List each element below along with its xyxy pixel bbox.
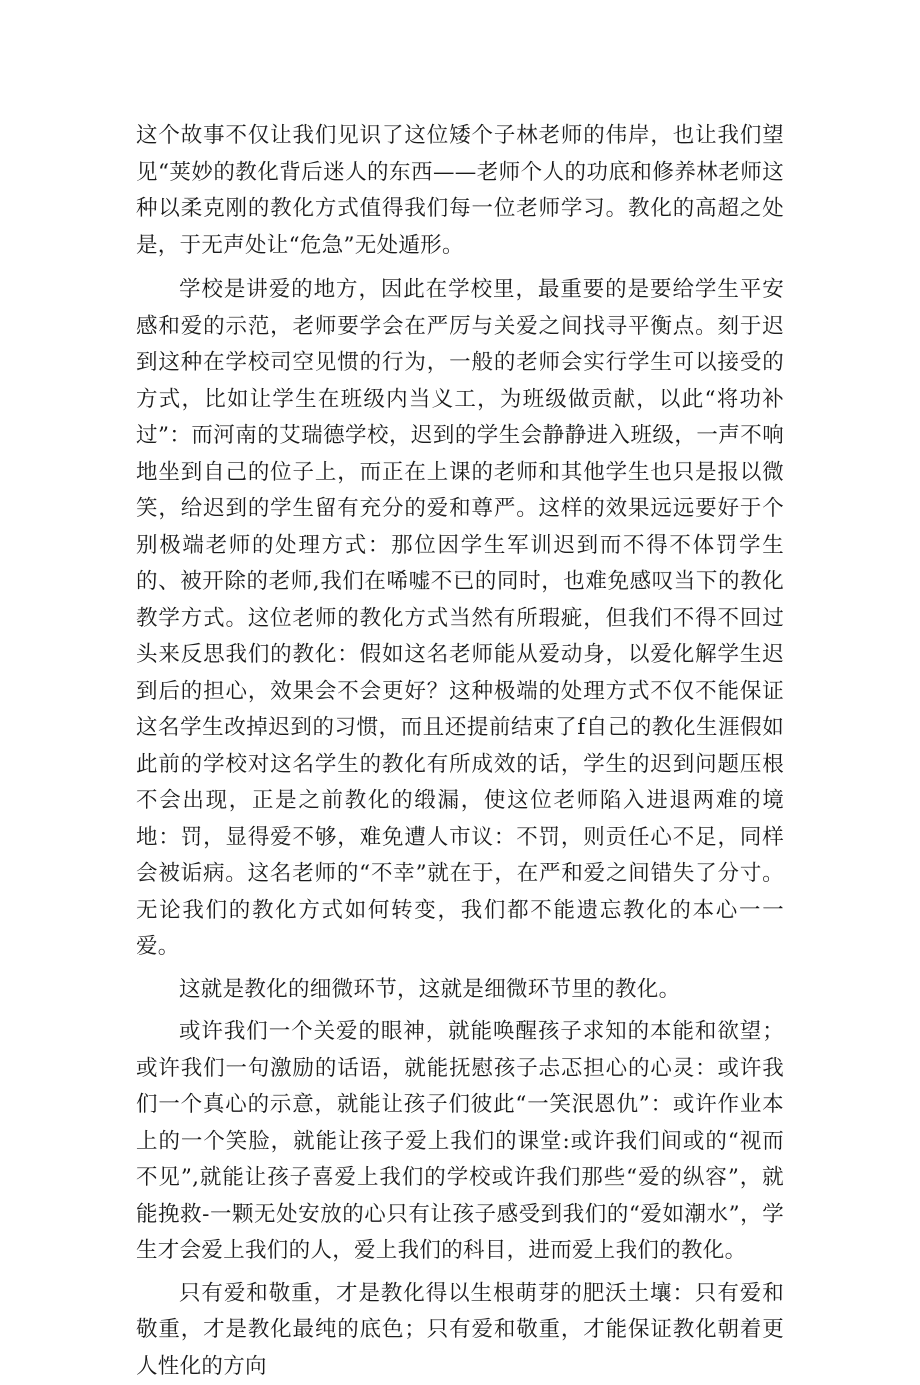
paragraph-5: 只有爱和敬重，才是教化得以生根萌芽的肥沃土壤：只有爱和敬重，才是教化最纯的底色；只有爱和敬重，才能保证教化朝着更人性化的方向 <box>136 1276 784 1385</box>
paragraph-4: 或许我们一个关爱的眼神，就能唤醒孩子求知的本能和欲望；或许我们一句激励的话语，就能抚慰孩子忐忑担心的心灵：或许我们一个真心的示意，就能让孩子们彼此“一笑泯恩仇”：或许作业本上的一个笑脸，就能让孩子爱上我们的课堂:或许我们间或的“视而不见”,就能让孩子喜爱上我们的学校或许我们那些“爱的纵容”，就能挽救-一颗无处安放的心只有让孩子感受到我们的“爱如潮水”，学生才会爱上我们的人，爱上我们的科目，进而爱上我们的教化。 <box>136 1014 784 1270</box>
paragraph-3: 这就是教化的细微环节，这就是细微环节里的教化。 <box>136 972 784 1009</box>
paragraph-2: 学校是讲爱的地方，因此在学校里，最重要的是要给学生平安感和爱的示范，老师要学会在严厉与关爱之间找寻平衡点。刻于迟到这种在学校司空见惯的行为，一般的老师会实行学生可以接受的方式，比如让学生在班级内当义工，为班级做贡献，以此“将功补过”：而河南的艾瑞德学校，迟到的学生会静静进入班级，一声不响地坐到自己的位子上，而正在上课的老师和其他学生也只是报以微笑，给迟到的学生留有充分的爱和尊严。这样的效果远远要好于个别极端老师的处理方式：那位因学生军训迟到而不得不体罚学生的、被开除的老师,我们在唏嘘不已的同时，也难免感叹当下的教化教学方式。这位老师的教化方式当然有所瑕疵，但我们不得不回过头来反思我们的教化：假如这名老师能从爱动身，以爱化解学生迟到后的担心，效果会不会更好？这种极端的处理方式不仅不能保证这名学生改掉迟到的习惯，而且还提前结束了f自己的教化生涯假如此前的学校对这名学生的教化有所成效的话，学生的迟到问题压根不会出现，正是之前教化的缎漏，使这位老师陷入进退两难的境地：罚，显得爱不够，难免遭人市议：不罚，则贡任心不足，同样会被诟病。这名老师的“不幸”就在于，在严和爱之间错失了分寸。无论我们的教化方式如何转变，我们都不能遗忘教化的本心一一爱。 <box>136 272 784 966</box>
document-page <box>136 118 784 1385</box>
paragraph-1: 这个故事不仅让我们见识了这位矮个子林老师的伟岸，也让我们望见“荚妙的教化背后迷人的东西——老师个人的功底和修养林老师这种以柔克刚的教化方式值得我们每一位老师学习。教化的高超之处是，于无声处让“危急”无处遁形。 <box>136 118 784 264</box>
